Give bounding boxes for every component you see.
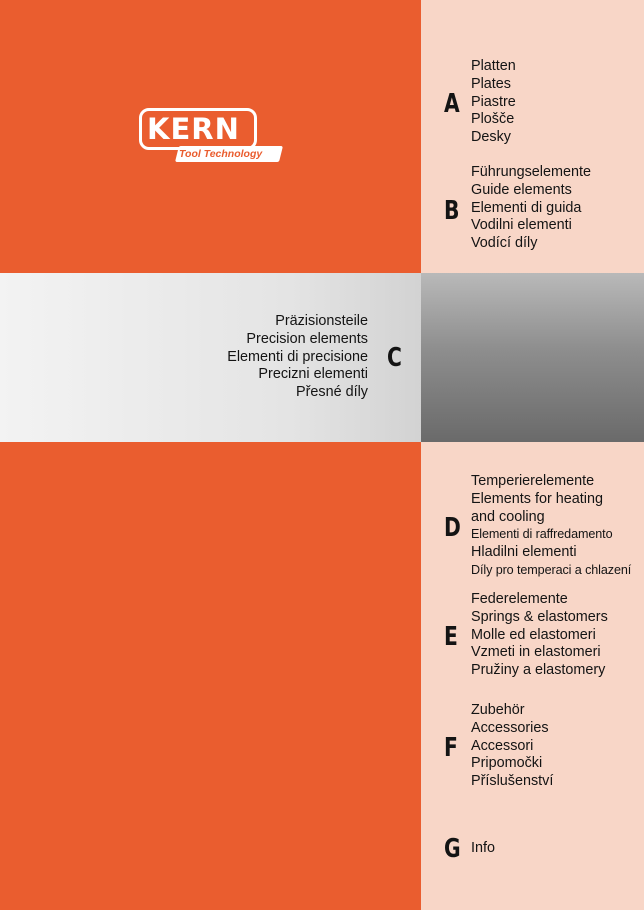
section-b-label: Guide elements: [471, 181, 572, 198]
logo-tagline: Tool Technology: [179, 148, 263, 160]
section-g-label: Info: [471, 840, 496, 856]
logo-name: KERN: [147, 112, 240, 146]
section-d-label: Elementi di raffredamento: [471, 527, 613, 542]
section-c-label: Präzisionsteile: [275, 313, 368, 329]
section-b-label: Führungselemente: [471, 164, 591, 180]
section-d-labels[interactable]: [471, 473, 631, 580]
section-g-labels[interactable]: [471, 840, 495, 858]
orange-panel-bottom: [0, 442, 421, 910]
section-a-label: Platten: [471, 58, 516, 74]
section-f-labels[interactable]: [471, 702, 553, 791]
section-d-label: Temperierelemente: [471, 473, 595, 489]
section-letter-f[interactable]: F: [444, 733, 458, 763]
section-c-label: Přesné díly: [296, 384, 368, 401]
section-b-label: Elementi di guida: [471, 199, 582, 216]
section-a-label: Piastre: [471, 93, 516, 110]
section-letter-e[interactable]: E: [444, 622, 458, 652]
section-c-label: Precision elements: [246, 330, 368, 347]
section-c-label: Elementi di precisione: [227, 348, 368, 365]
kern-logo: [139, 108, 282, 164]
section-letter-g[interactable]: G: [444, 834, 461, 864]
section-e-label: Springs & elastomers: [471, 608, 608, 625]
section-a-label: Plošče: [471, 111, 515, 128]
section-e-labels[interactable]: [471, 591, 608, 680]
section-f-label: Příslušenství: [471, 773, 554, 790]
image-dark-area: [421, 273, 644, 442]
section-e-label: Federelemente: [471, 591, 568, 607]
section-b-labels[interactable]: [471, 164, 591, 253]
section-f-label: Accessori: [471, 737, 534, 754]
section-d-label: Elements for heating: [471, 490, 603, 507]
section-c-labels[interactable]: [227, 313, 368, 402]
section-letter-d[interactable]: D: [444, 513, 461, 543]
section-d-label: and cooling: [471, 508, 545, 525]
section-letter-a[interactable]: A: [444, 89, 460, 119]
section-e-label: Molle ed elastomeri: [471, 626, 596, 643]
section-c-label: Precizni elementi: [258, 366, 368, 383]
section-b-label: Vodilni elementi: [471, 217, 572, 234]
section-a-label: Plates: [471, 75, 511, 92]
section-b-label: Vodící díly: [471, 235, 538, 252]
section-d-label: Díly pro temperaci a chlazení: [471, 562, 632, 577]
section-f-label: Pripomočki: [471, 755, 543, 772]
section-e-label: Vzmeti in elastomeri: [471, 644, 601, 661]
section-e-label: Pružiny a elastomery: [471, 662, 606, 679]
section-a-label: Desky: [471, 129, 511, 146]
section-f-label: Zubehör: [471, 702, 525, 718]
section-letter-c[interactable]: C: [387, 343, 402, 373]
section-a-labels[interactable]: [471, 58, 516, 147]
section-f-label: Accessories: [471, 719, 549, 736]
section-d-label: Hladilni elementi: [471, 544, 577, 561]
section-letter-b[interactable]: B: [444, 196, 460, 226]
